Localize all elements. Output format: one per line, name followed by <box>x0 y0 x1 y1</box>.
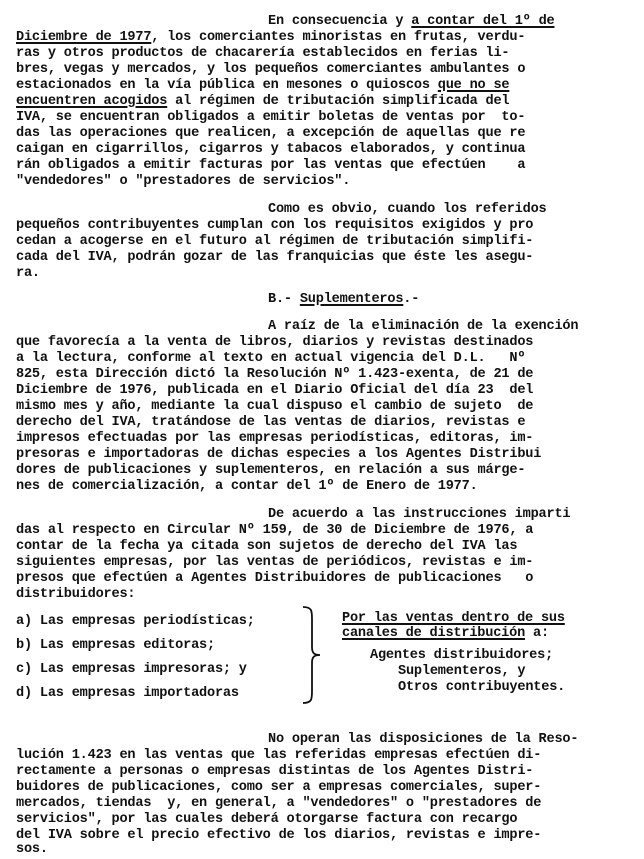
p4-line-2: das al respecto en Circular Nº 159, de 30 de Diciembre de 1976, a <box>16 523 534 538</box>
p2-line-2: pequeños contribuyentes cumplan con los requisitos exigidos y pro <box>16 218 534 233</box>
p5-line-5: mercados, tiendas y, en general, a "vendedores" o "prestadores de <box>16 796 542 811</box>
p3-line-9: presoras e importadoras de dichas especies a los Agentes Distribui <box>16 447 542 462</box>
p5-line-1: No operan las disposiciones de la Reso- <box>268 732 579 747</box>
p3-line-2: que favorecía a la venta de libros, diarios y revistas destinados <box>16 335 534 350</box>
p4-line-5: presos que efectúen a Agentes Distribuidores de publicaciones o <box>16 571 534 586</box>
section-b-suffix: .- <box>403 292 420 307</box>
right-heading-underlined: canales de distribución <box>342 626 526 641</box>
p4-line-6: distribuidores: <box>16 587 136 602</box>
p1-line-8: das las operaciones que realicen, a excepción de aquellas que re <box>16 126 526 141</box>
p3-line-8: impresos efectuadas por las empresas periodísticas, editoras, im- <box>16 431 534 446</box>
section-b-title: Suplementeros <box>299 292 404 307</box>
p3-line-10: dores de publicaciones y suplementeros, en relación a sus márge- <box>16 463 526 478</box>
p3-line-5: Diciembre de 1976, publicada en el Diario Oficial del día 23 del <box>16 383 534 398</box>
p2-line-1: Como es obvio, cuando los referidos <box>268 202 547 217</box>
p5-line-3: rectamente a personas o empresas distintas de los Agentes Distri- <box>16 764 534 779</box>
list-item-a: a) Las empresas periodísticas; <box>16 614 255 629</box>
right-item-otros: Otros contribuyentes. <box>398 680 566 695</box>
p1-line-2-text: , los comerciantes minoristas en frutas, verdu- <box>151 30 526 45</box>
p2-line-3: cedan a acogerse en el futuro al régimen de tributación simplifi- <box>16 234 534 249</box>
p1-line-5-text: estacionados en la vía pública en mesones o quioscos <box>16 78 438 93</box>
p5-line-7: del IVA sobre el precio efectivo de los diarios, revistas e impre- <box>16 828 542 843</box>
right-heading-line-2 <box>342 627 549 641</box>
p1-line-9: caigan en cigarrillos, cigarros y tabacos elaborados, y continua <box>16 142 526 157</box>
p1-underlined-date: Diciembre de 1977 <box>16 30 152 45</box>
p5-line-2: lución 1.423 en las ventas que las referidas empresas efectúen di- <box>16 748 542 763</box>
p5-line-4: buidores de publicaciones, como ser a empresas comerciales, super- <box>16 780 542 795</box>
list-item-d: d) Las empresas importadoras <box>16 686 239 701</box>
p1-line-5 <box>16 79 509 93</box>
list-item-b: b) Las empresas editoras; <box>16 638 215 653</box>
p1-line-1-text: En consecuencia y <box>268 14 412 29</box>
p1-line-3: ras y otros productos de chacarería establecidos en ferias li- <box>16 46 510 61</box>
p5-line-8: sos. <box>16 842 48 857</box>
p1-underlined-phrase-start: que no se <box>437 78 510 93</box>
p1-line-4: bres, vegas y mercados, y los pequeños comerciantes ambulantes o <box>16 62 526 77</box>
p4-line-1: De acuerdo a las instrucciones imparti <box>268 507 571 522</box>
p3-line-3: a la lectura, conforme al texto en actual vigencia del D.L. Nº <box>16 351 526 366</box>
p1-line-2 <box>16 31 525 45</box>
p1-line-6-text: al régimen de tributación simplificada del <box>167 94 510 109</box>
section-b-heading <box>268 293 419 307</box>
p1-line-6 <box>16 95 509 109</box>
p2-line-4: cada del IVA, podrán gozar de las franquicias que éste les asegu- <box>16 250 534 265</box>
p1-underlined-phrase: encuentren acogidos <box>16 94 168 109</box>
right-item-agentes: Agentes distribuidores; <box>370 648 554 663</box>
p3-line-1: A raíz de la eliminación de la exención <box>268 319 579 334</box>
right-curly-brace <box>300 605 322 705</box>
p4-line-3: contar de la fecha ya citada son sujetos de derecho del IVA las <box>16 539 518 554</box>
p1-line-11: "vendedores" o "prestadores de servicios". <box>16 174 351 189</box>
p1-line-7: IVA, se encuentran obligados a emitir boletas de ventas por to- <box>16 110 526 125</box>
section-b-prefix: B.- <box>268 292 300 307</box>
list-item-c: c) Las empresas impresoras; y <box>16 662 247 677</box>
p3-line-11: nes de comercialización, a contar del 1º de Enero de 1977. <box>16 479 478 494</box>
p5-line-6: servicios", por las cuales deberá otorgarse factura con recargo <box>16 812 518 827</box>
right-heading-line-1: Por las ventas dentro de sus <box>342 611 565 626</box>
p2-line-5: ra. <box>16 266 40 281</box>
p1-line-10: rán obligados a emitir facturas por las ventas que efectúen a <box>16 158 526 173</box>
p4-line-4: siguientes empresas, por las ventas de periódicos, revistas e im- <box>16 555 534 570</box>
p3-line-7: derecho del IVA, tratándose de las ventas de diarios, revistas e <box>16 415 526 430</box>
p3-line-4: 825, esta Dirección dictó la Resolución Nº 1.423-exenta, de 21 de <box>16 367 534 382</box>
right-heading-suffix: a: <box>525 626 549 641</box>
right-item-suplementeros: Suplementeros, y <box>398 664 526 679</box>
p3-line-6: mismo mes y año, mediante la cual dispuso el cambio de sujeto de <box>16 399 534 414</box>
p1-line-1 <box>268 15 555 29</box>
p1-underlined-date-start: a contar del 1º de <box>411 14 555 29</box>
